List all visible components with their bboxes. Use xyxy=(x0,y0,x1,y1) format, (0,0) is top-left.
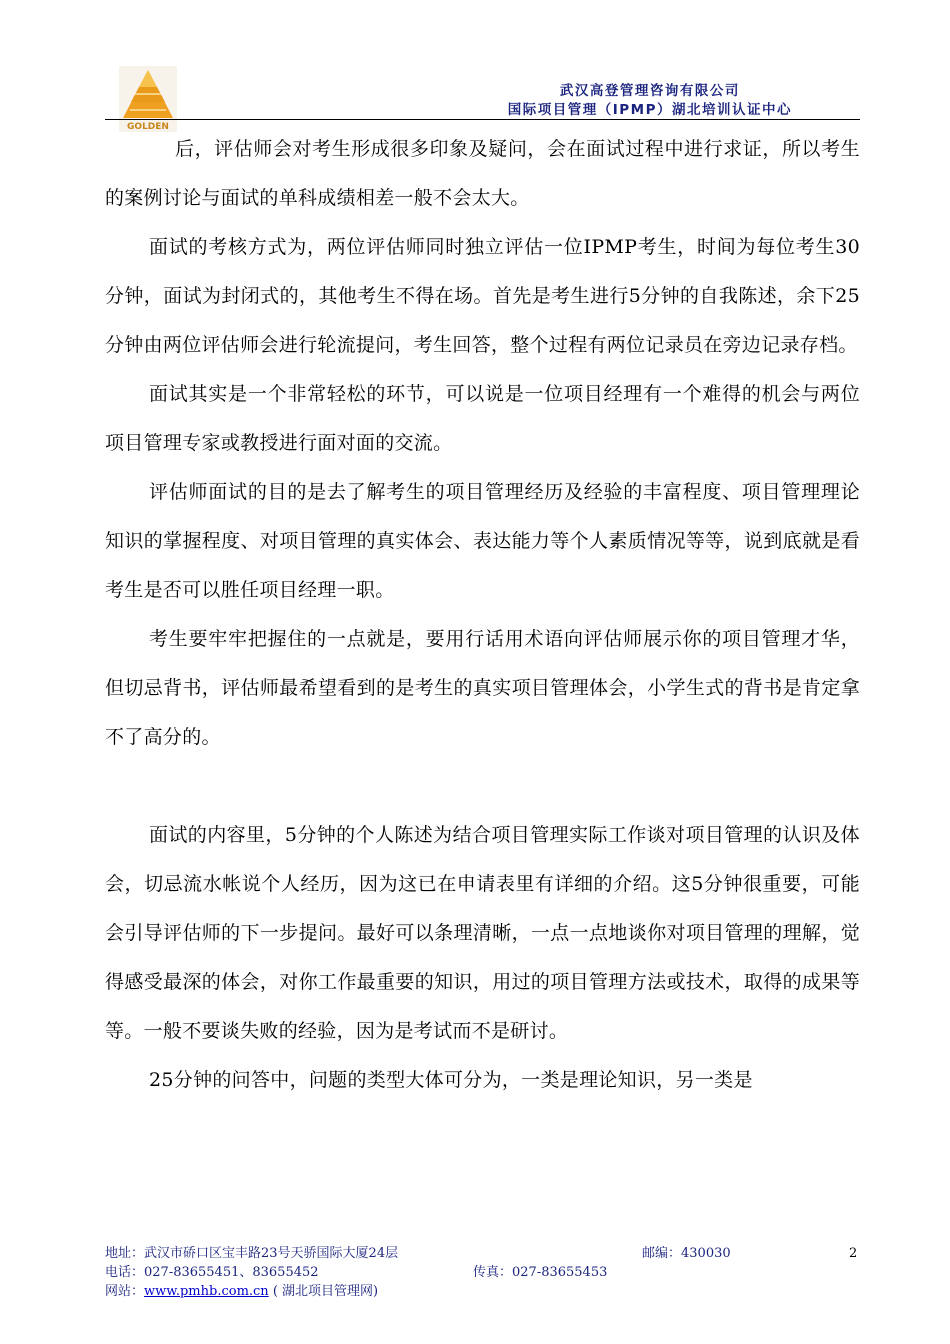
footer-address: 地址：武汉市硚口区宝丰路23号天骄国际大厦24层 xyxy=(105,1246,399,1261)
footer-fax: 传真：027-83655453 xyxy=(473,1265,608,1280)
page-number: 2 xyxy=(849,1246,858,1261)
paragraph: 评估师面试的目的是去了解考生的项目管理经历及经验的丰富程度、项目管理理论知识的掌握程度、对项目管理的真实体会、表达能力等个人素质情况等等，说到底就是看考生是否可以胜任项目经理一职。 xyxy=(105,481,860,601)
paragraph: 考生要牢牢把握住的一点就是，要用行话用术语向评估师展示你的项目管理才华，但切忌背书，评估师最希望看到的是考生的真实项目管理体会，小学生式的背书是肯定拿不了高分的。 xyxy=(105,628,860,748)
header-divider xyxy=(105,119,860,120)
website-link[interactable]: www.pmhb.com.cn xyxy=(144,1284,269,1299)
paragraph: 后，评估师会对考生形成很多印象及疑问，会在面试过程中进行求证，所以考生的案例讨论与面试的单科成绩相差一般不会太大。 xyxy=(105,138,860,209)
footer-website xyxy=(105,1282,378,1301)
paragraph: 面试的考核方式为，两位评估师同时独立评估一位IPMP考生，时间为每位考生30分钟，面试为封闭式的，其他考生不得在场。首先是考生进行5分钟的自我陈述，余下25分钟由两位评估师会进行轮流提问，考生回答，整个过程有两位记录员在旁边记录存档。 xyxy=(105,236,860,356)
paragraph: 面试的内容里，5分钟的个人陈述为结合项目管理实际工作谈对项目管理的认识及体会，切忌流水帐说个人经历，因为这已在申请表里有详细的介绍。这5分钟很重要，可能会引导评估师的下一步提问。最好可以条理清晰，一点一点地谈你对项目管理的理解，觉得感受最深的体会，对你工作最重要的知识，用过的项目管理方法或技术，取得的成果等等。一般不要谈失败的经验，因为是考试而不是研讨。 xyxy=(105,824,860,1042)
paragraph: 25分钟的问答中，问题的类型大体可分为，一类是理论知识，另一类是 xyxy=(149,1069,753,1091)
footer-row-website xyxy=(105,1282,865,1301)
company-block xyxy=(508,82,792,120)
website-note: ( 湖北项目管理网) xyxy=(272,1284,379,1299)
website-label: 网站： xyxy=(105,1284,145,1299)
footer-phone: 电话：027-83655451、83655452 xyxy=(105,1265,319,1280)
footer-row-phone xyxy=(105,1263,865,1282)
company-name: 武汉高登管理咨询有限公司 xyxy=(559,83,740,99)
paragraph: 面试其实是一个非常轻松的环节，可以说是一位项目经理有一个难得的机会与两位项目管理专家或教授进行面对面的交流。 xyxy=(105,383,860,454)
footer-postcode: 邮编：430030 xyxy=(642,1246,731,1261)
footer-row-address xyxy=(105,1244,865,1263)
center-name: 国际项目管理（IPMP）湖北培训认证中心 xyxy=(507,102,792,118)
golden-logo-icon xyxy=(119,66,177,132)
blank-line xyxy=(105,762,860,811)
logo-text: GOLDEN xyxy=(127,122,169,132)
page-header xyxy=(105,62,860,132)
document-body xyxy=(105,125,860,1105)
page-footer xyxy=(105,1244,865,1301)
